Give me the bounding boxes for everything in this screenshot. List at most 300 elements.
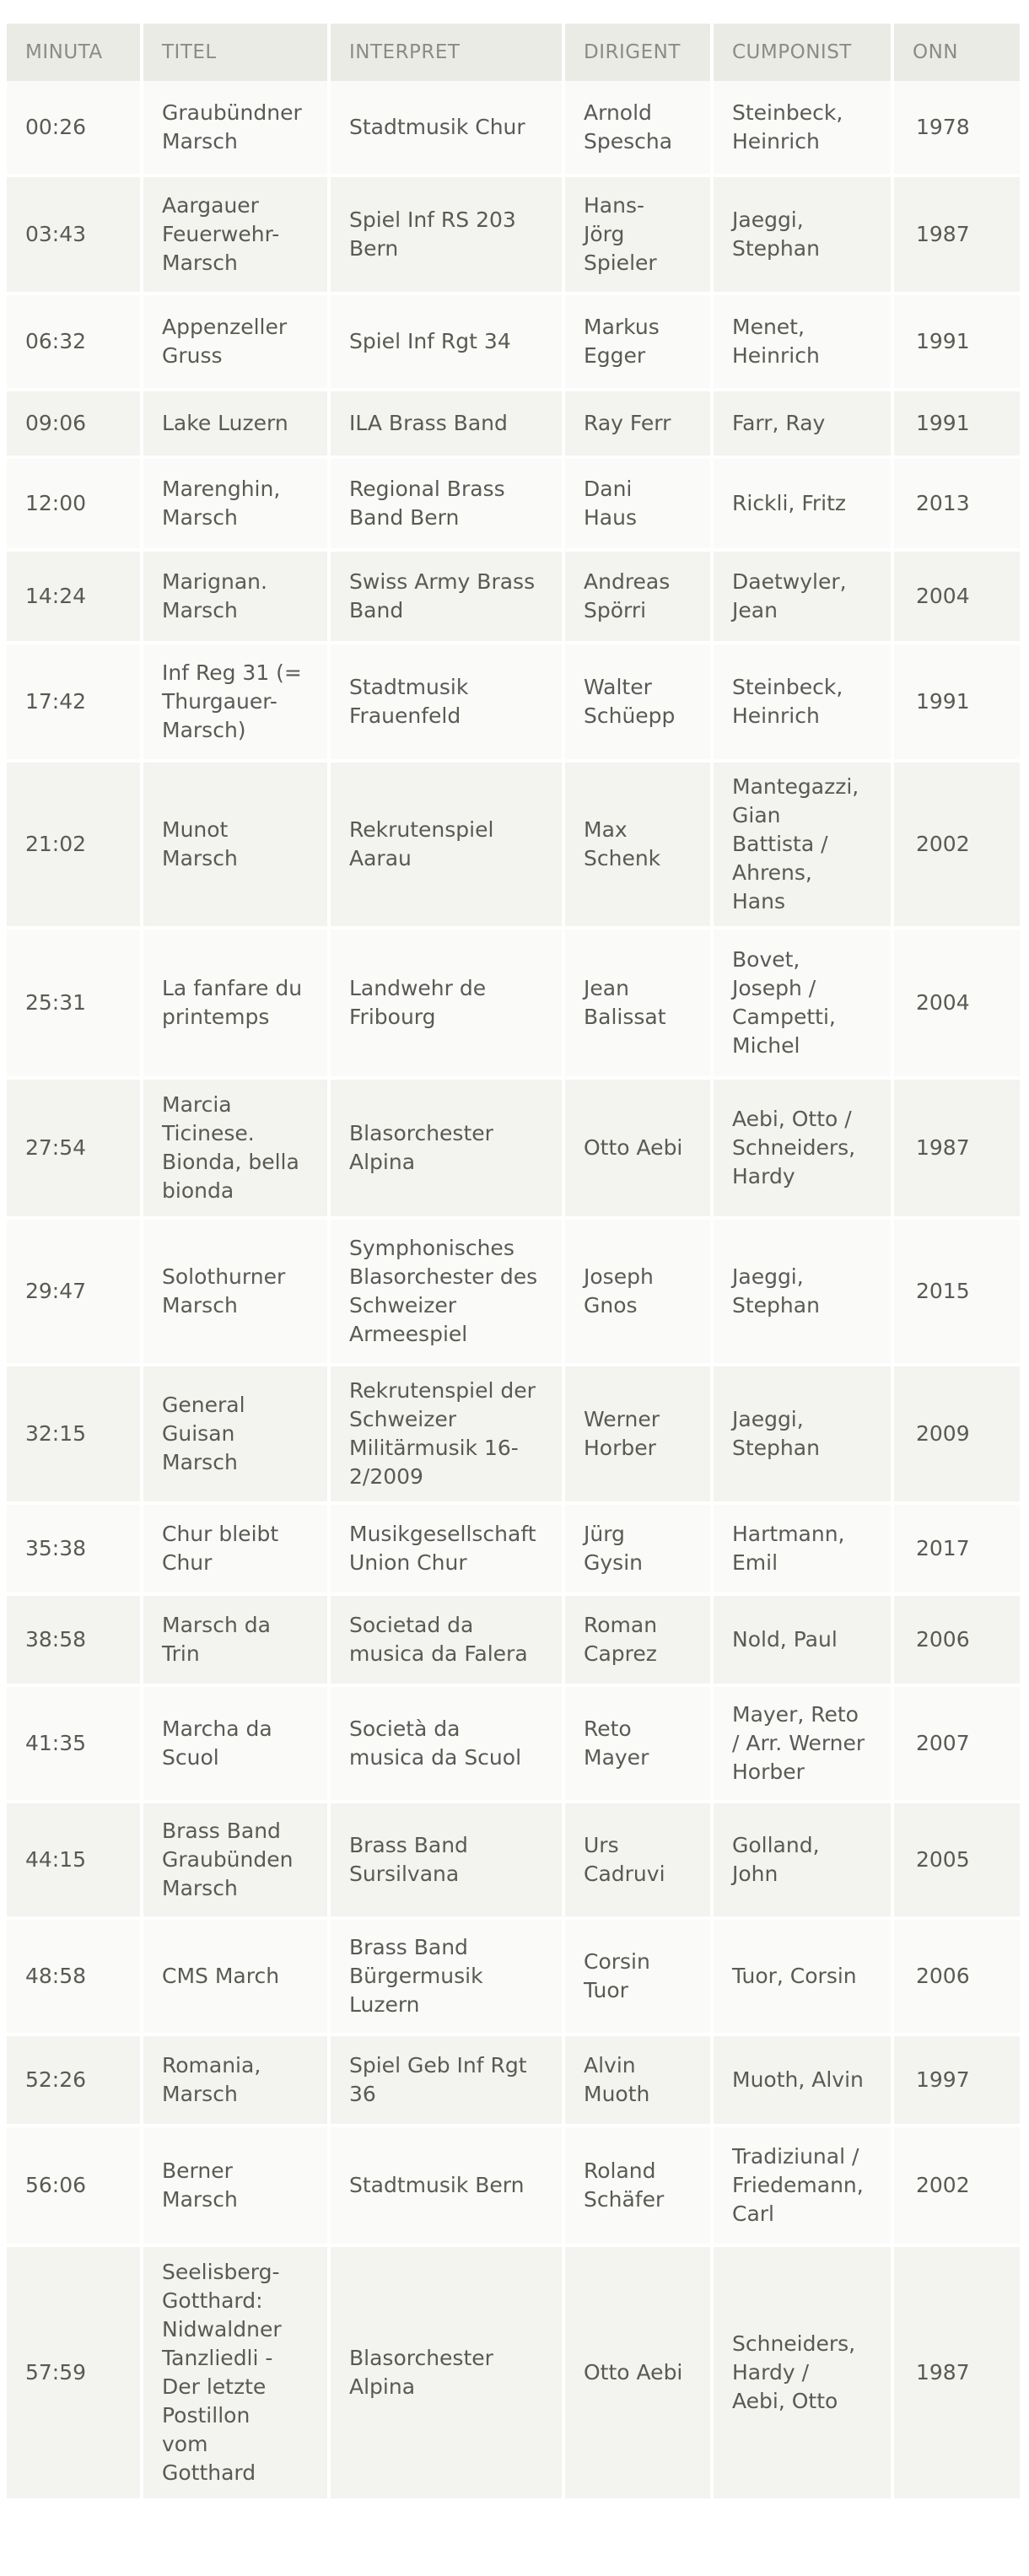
cell-titel xyxy=(140,930,327,1076)
cell-titel xyxy=(140,1366,327,1501)
cell-line: Michel xyxy=(732,1033,800,1058)
table-row xyxy=(7,455,1020,548)
cell-line: Inf Reg 31 (= xyxy=(162,660,302,685)
cell-line: Joseph / xyxy=(732,976,816,1000)
cell-titel xyxy=(140,2036,327,2124)
cell-line: Carl xyxy=(732,2201,774,2226)
cell-dirigent xyxy=(562,1080,710,1216)
cell-line: Marsch xyxy=(162,129,238,154)
cell-line: Urs xyxy=(584,1833,619,1857)
cell-dirigent xyxy=(562,2247,710,2498)
cell-minuta: 52:26 xyxy=(25,2067,87,2092)
cell-titel xyxy=(140,1687,327,1800)
cell-line: Marcia xyxy=(162,1092,232,1117)
cell-dirigent xyxy=(562,552,710,641)
cell-minuta: 12:00 xyxy=(25,491,87,515)
cell-line: Dani xyxy=(584,477,633,501)
cell-interpret xyxy=(327,459,562,548)
cell-line: Haus xyxy=(584,505,637,530)
cell-minuta: 14:24 xyxy=(25,584,87,608)
cell-interpret xyxy=(327,1505,562,1592)
header-titel: TITEL xyxy=(140,24,327,81)
cell-cumponist xyxy=(710,459,891,548)
cell-minuta: 57:59 xyxy=(25,2360,87,2385)
cell-onn: 1997 xyxy=(891,2036,1020,2124)
cell-line: Mayer, Reto xyxy=(732,1702,859,1727)
table-body xyxy=(7,81,1020,2498)
cell-dirigent xyxy=(562,1920,710,2033)
cell-line: Golland, xyxy=(732,1833,820,1857)
cell-line: Berner xyxy=(162,2158,233,2183)
cell-line: Emil xyxy=(732,1550,778,1575)
cell-line: Battista / xyxy=(732,832,828,856)
cell-line: Armeespiel xyxy=(349,1322,468,1346)
cell-minuta: 44:15 xyxy=(25,1847,87,1872)
cell-cumponist xyxy=(710,930,891,1076)
cell-line: Spiel Geb Inf Rgt xyxy=(349,2053,527,2078)
table-row xyxy=(7,2244,1020,2498)
cell-line: / Arr. Werner xyxy=(732,1731,865,1755)
cell-line: Regional Brass xyxy=(349,477,505,501)
cell-cumponist xyxy=(710,552,891,641)
cell-line: printemps xyxy=(162,1005,270,1029)
cell-line: Spörri xyxy=(584,598,647,622)
cell-interpret xyxy=(327,2247,562,2498)
cell-line: Nidwaldner xyxy=(162,2317,282,2342)
cell-line: Bionda, bella xyxy=(162,1150,299,1174)
cell-line: Spiel Inf RS 203 xyxy=(349,207,516,232)
cell-line: Blasorchester xyxy=(349,1121,493,1145)
cell-dirigent xyxy=(562,1505,710,1592)
cell-interpret xyxy=(327,1596,562,1684)
cell-onn: 2017 xyxy=(891,1505,1020,1592)
cell-line: Schüepp xyxy=(584,703,676,728)
cell-line: Swiss Army Brass xyxy=(349,569,536,594)
table-row xyxy=(7,548,1020,641)
cell-line: Friedemann, xyxy=(732,2173,864,2197)
table-row xyxy=(7,1592,1020,1684)
cell-line: Marsch xyxy=(162,1450,238,1474)
header-minuta: MINUTA xyxy=(25,41,103,63)
cell-line: Joseph xyxy=(584,1264,654,1289)
cell-onn: 2004 xyxy=(891,930,1020,1076)
cell-line: Otto Aebi xyxy=(584,1135,683,1160)
cell-line: Lake Luzern xyxy=(162,411,288,435)
cell-minuta: 25:31 xyxy=(25,990,87,1015)
cell-line: Marsch xyxy=(162,598,238,622)
cell-line: Marsch da xyxy=(162,1613,271,1637)
cell-line: Blasorchester xyxy=(349,2346,493,2370)
cell-cumponist xyxy=(710,2127,891,2244)
cell-dirigent xyxy=(562,391,710,455)
cell-line: Militärmusik 16- xyxy=(349,1436,519,1460)
cell-titel xyxy=(140,1803,327,1916)
cell-line: vom xyxy=(162,2432,208,2456)
table-row xyxy=(7,1916,1020,2033)
cell-onn: 1991 xyxy=(891,644,1020,759)
cell-line: Daetwyler, xyxy=(732,569,847,594)
cell-line: Gnos xyxy=(584,1293,638,1318)
cell-line: Band Bern xyxy=(349,505,460,530)
cell-line: Heinrich xyxy=(732,343,820,368)
cell-line: Nold, Paul xyxy=(732,1627,838,1652)
cell-cumponist xyxy=(710,2247,891,2498)
cell-minuta: 48:58 xyxy=(25,1964,87,1988)
cell-minuta: 38:58 xyxy=(25,1627,87,1652)
cell-titel xyxy=(140,177,327,292)
cell-line: Campetti, xyxy=(732,1005,836,1029)
cell-line: Marsch) xyxy=(162,718,246,742)
cell-line: Jürg xyxy=(584,1522,625,1546)
cell-line: Bürgermusik xyxy=(349,1964,483,1988)
cell-line: Marsch xyxy=(162,251,238,275)
cell-dirigent xyxy=(562,1803,710,1916)
cell-line: Hartmann, xyxy=(732,1522,845,1546)
header-dirigent: DIRIGENT xyxy=(562,24,710,81)
cell-line: Farr, Ray xyxy=(732,411,826,435)
cell-line: Jean xyxy=(732,598,778,622)
cell-cumponist xyxy=(710,391,891,455)
cell-titel xyxy=(140,2127,327,2244)
cell-line: Landwehr de xyxy=(349,976,487,1000)
cell-onn: 2002 xyxy=(891,763,1020,926)
cell-dirigent xyxy=(562,177,710,292)
cell-line: Scuol xyxy=(162,1745,219,1770)
cell-line: Schenk xyxy=(584,846,661,870)
cell-line: Egger xyxy=(584,343,646,368)
header-cumponist: CUMPONIST xyxy=(710,24,891,81)
cell-line: Guisan xyxy=(162,1421,235,1446)
cell-minuta: 09:06 xyxy=(25,411,87,435)
table-row xyxy=(7,641,1020,759)
cell-line: Aebi, Otto xyxy=(732,2389,838,2413)
table-row xyxy=(7,1216,1020,1363)
cell-line: Marsch xyxy=(162,2187,238,2212)
cell-line: Feuerwehr- xyxy=(162,222,280,246)
cell-line: Roman xyxy=(584,1613,658,1637)
cell-line: Schweizer xyxy=(349,1293,457,1318)
cell-line: ILA Brass Band xyxy=(349,411,508,435)
cell-interpret xyxy=(327,177,562,292)
cell-line: Jean xyxy=(584,976,629,1000)
cell-onn: 1987 xyxy=(891,177,1020,292)
cell-cumponist xyxy=(710,1080,891,1216)
cell-cumponist xyxy=(710,1505,891,1592)
cell-minuta: 56:06 xyxy=(25,2173,87,2197)
cell-line: Appenzeller xyxy=(162,315,288,339)
cell-minuta: 35:38 xyxy=(25,1536,87,1560)
cell-cumponist xyxy=(710,1687,891,1800)
cell-line: Societad da xyxy=(349,1613,474,1637)
cell-line: Stephan xyxy=(732,1436,820,1460)
cell-cumponist xyxy=(710,1220,891,1363)
cell-dirigent xyxy=(562,1366,710,1501)
cell-line: Mantegazzi, xyxy=(732,774,859,799)
cell-line: Spescha xyxy=(584,129,673,154)
cell-line: Roland xyxy=(584,2158,656,2183)
cell-cumponist xyxy=(710,295,891,388)
cell-onn: 2006 xyxy=(891,1920,1020,2033)
cell-onn: 2015 xyxy=(891,1220,1020,1363)
cell-line: Schweizer xyxy=(349,1407,457,1431)
playlist-table xyxy=(7,24,1020,2498)
cell-interpret xyxy=(327,1687,562,1800)
cell-line: Marsch xyxy=(162,1293,238,1318)
cell-line: Max xyxy=(584,817,628,842)
table-row xyxy=(7,174,1020,292)
cell-cumponist xyxy=(710,1920,891,2033)
cell-minuta: 06:32 xyxy=(25,329,87,353)
cell-line: Aarau xyxy=(349,846,412,870)
cell-line: Horber xyxy=(584,1436,656,1460)
cell-line: John xyxy=(732,1862,778,1886)
cell-line: Werner xyxy=(584,1407,660,1431)
cell-line: Jaeggi, xyxy=(732,1264,804,1289)
cell-interpret xyxy=(327,1220,562,1363)
cell-line: Stadtmusik xyxy=(349,675,469,699)
cell-line: Brass Band xyxy=(349,1833,468,1857)
cell-line: Der letzte xyxy=(162,2374,267,2399)
cell-cumponist xyxy=(710,1803,891,1916)
cell-onn: 1987 xyxy=(891,1080,1020,1216)
cell-line: Marsch xyxy=(162,846,238,870)
cell-line: Marsch xyxy=(162,505,238,530)
cell-line: Postillon xyxy=(162,2403,251,2428)
cell-dirigent xyxy=(562,2127,710,2244)
cell-cumponist xyxy=(710,81,891,174)
cell-line: musica da Falera xyxy=(349,1641,528,1666)
cell-line: Jörg xyxy=(584,222,625,246)
cell-line: Blasorchester des xyxy=(349,1264,538,1289)
cell-line: La fanfare du xyxy=(162,976,303,1000)
cell-line: Trin xyxy=(162,1641,200,1666)
cell-line: Tanzliedli - xyxy=(162,2346,273,2370)
cell-line: Chur bleibt xyxy=(162,1522,279,1546)
cell-onn: 2009 xyxy=(891,1366,1020,1501)
cell-dirigent xyxy=(562,1596,710,1684)
cell-dirigent xyxy=(562,644,710,759)
cell-interpret xyxy=(327,2036,562,2124)
cell-line: Munot xyxy=(162,817,229,842)
cell-titel xyxy=(140,763,327,926)
table-row xyxy=(7,81,1020,174)
cell-line: Fribourg xyxy=(349,1005,436,1029)
cell-line: Graubünden xyxy=(162,1847,294,1872)
cell-line: Frauenfeld xyxy=(349,703,461,728)
cell-onn: 2013 xyxy=(891,459,1020,548)
cell-line: Marsch xyxy=(162,2082,238,2106)
cell-titel xyxy=(140,81,327,174)
cell-line: Walter xyxy=(584,675,652,699)
cell-line: Romania, xyxy=(162,2053,261,2078)
cell-titel xyxy=(140,1920,327,2033)
cell-line: Band xyxy=(349,598,404,622)
cell-interpret xyxy=(327,295,562,388)
table-row xyxy=(7,1076,1020,1216)
cell-titel xyxy=(140,644,327,759)
cell-line: Otto Aebi xyxy=(584,2360,683,2385)
cell-interpret xyxy=(327,1803,562,1916)
cell-line: Markus xyxy=(584,315,660,339)
table-row xyxy=(7,292,1020,388)
cell-line: Gysin xyxy=(584,1550,643,1575)
cell-cumponist xyxy=(710,644,891,759)
cell-onn: 2006 xyxy=(891,1596,1020,1684)
cell-line: Gruss xyxy=(162,343,223,368)
cell-titel xyxy=(140,552,327,641)
cell-line: Marenghin, xyxy=(162,477,281,501)
cell-line: Heinrich xyxy=(732,129,820,154)
cell-onn: 1978 xyxy=(891,81,1020,174)
cell-line: Steinbeck, xyxy=(732,100,843,125)
cell-onn: 2007 xyxy=(891,1687,1020,1800)
cell-line: Spieler xyxy=(584,251,657,275)
cell-line: Ray Ferr xyxy=(584,411,671,435)
cell-line: Sursilvana xyxy=(349,1862,460,1886)
cell-cumponist xyxy=(710,1596,891,1684)
table-row xyxy=(7,1501,1020,1592)
cell-line: Ticinese. xyxy=(162,1121,255,1145)
cell-interpret xyxy=(327,1080,562,1216)
cell-titel xyxy=(140,1080,327,1216)
cell-line: Schneiders, xyxy=(732,2331,856,2356)
cell-line: Muoth, Alvin xyxy=(732,2067,864,2092)
cell-line: Società da xyxy=(349,1716,461,1741)
header-onn: ONN xyxy=(891,24,1020,81)
table-row xyxy=(7,388,1020,455)
cell-minuta: 41:35 xyxy=(25,1731,87,1755)
cell-onn: 1991 xyxy=(891,391,1020,455)
cell-line: Reto xyxy=(584,1716,632,1741)
cell-cumponist xyxy=(710,2036,891,2124)
cell-line: Jaeggi, xyxy=(732,1407,804,1431)
cell-line: Stephan xyxy=(732,236,820,261)
cell-dirigent xyxy=(562,1220,710,1363)
cell-titel xyxy=(140,2247,327,2498)
cell-minuta: 00:26 xyxy=(25,115,87,139)
cell-dirigent xyxy=(562,295,710,388)
cell-interpret xyxy=(327,1920,562,2033)
cell-line: Marsch xyxy=(162,1876,238,1900)
cell-line: Bovet, xyxy=(732,947,800,972)
cell-line: Menet, xyxy=(732,315,805,339)
cell-line: CMS March xyxy=(162,1964,280,1988)
cell-dirigent xyxy=(562,930,710,1076)
cell-interpret xyxy=(327,81,562,174)
cell-line: Cadruvi xyxy=(584,1862,665,1886)
cell-line: Ahrens, xyxy=(732,860,812,885)
cell-line: Musikgesellschaft xyxy=(349,1522,536,1546)
cell-line: 36 xyxy=(349,2082,376,2106)
cell-titel xyxy=(140,1505,327,1592)
table-row xyxy=(7,2124,1020,2244)
cell-line: Thurgauer- xyxy=(162,689,277,714)
cell-interpret xyxy=(327,391,562,455)
cell-line: Tradiziunal / xyxy=(732,2144,859,2169)
cell-line: bionda xyxy=(162,1178,234,1203)
cell-line: Arnold xyxy=(584,100,652,125)
cell-dirigent xyxy=(562,763,710,926)
cell-line: Luzern xyxy=(349,1992,420,2017)
table-row xyxy=(7,2033,1020,2124)
cell-line: Chur xyxy=(162,1550,213,1575)
cell-line: Bern xyxy=(349,236,399,261)
cell-line: Alpina xyxy=(349,2374,416,2399)
cell-dirigent xyxy=(562,2036,710,2124)
cell-line: Heinrich xyxy=(732,703,820,728)
table-row xyxy=(7,759,1020,926)
cell-line: Rekrutenspiel xyxy=(349,817,494,842)
cell-line: Rekrutenspiel der xyxy=(349,1378,536,1403)
cell-line: Rickli, Fritz xyxy=(732,491,847,515)
cell-interpret xyxy=(327,644,562,759)
cell-line: Schäfer xyxy=(584,2187,665,2212)
cell-dirigent xyxy=(562,1687,710,1800)
table-row xyxy=(7,1684,1020,1800)
cell-line: Union Chur xyxy=(349,1550,467,1575)
cell-minuta: 21:02 xyxy=(25,832,87,856)
cell-line: Aargauer xyxy=(162,193,259,218)
table-row xyxy=(7,926,1020,1076)
cell-line: Tuor xyxy=(584,1978,628,2002)
cell-line: Mayer xyxy=(584,1745,649,1770)
cell-line: Brass Band xyxy=(162,1819,281,1843)
cell-line: Graubündner xyxy=(162,100,302,125)
cell-line: Marignan. xyxy=(162,569,267,594)
cell-line: Seelisberg- xyxy=(162,2260,280,2284)
cell-titel xyxy=(140,1220,327,1363)
cell-onn: 2004 xyxy=(891,552,1020,641)
cell-onn: 2005 xyxy=(891,1803,1020,1916)
cell-dirigent xyxy=(562,81,710,174)
cell-onn: 2002 xyxy=(891,2127,1020,2244)
cell-minuta: 17:42 xyxy=(25,689,87,714)
cell-line: Jaeggi, xyxy=(732,207,804,232)
cell-line: Steinbeck, xyxy=(732,675,843,699)
cell-line: Corsin xyxy=(584,1949,650,1974)
cell-onn: 1991 xyxy=(891,295,1020,388)
cell-line: Hardy xyxy=(732,1164,795,1188)
cell-line: Balissat xyxy=(584,1005,666,1029)
cell-line: Marcha da xyxy=(162,1716,272,1741)
cell-cumponist xyxy=(710,1366,891,1501)
cell-interpret xyxy=(327,552,562,641)
table-header xyxy=(7,24,1020,81)
cell-line: Solothurner xyxy=(162,1264,286,1289)
cell-cumponist xyxy=(710,177,891,292)
cell-line: Tuor, Corsin xyxy=(732,1964,857,1988)
table-row xyxy=(7,1800,1020,1916)
cell-line: 2/2009 xyxy=(349,1464,423,1489)
table-row xyxy=(7,1363,1020,1501)
cell-line: Andreas xyxy=(584,569,671,594)
cell-line: Symphonisches xyxy=(349,1236,514,1260)
cell-line: Horber xyxy=(732,1760,805,1784)
cell-line: Stephan xyxy=(732,1293,820,1318)
cell-line: Hardy / xyxy=(732,2360,809,2385)
cell-titel xyxy=(140,459,327,548)
cell-line: Alvin xyxy=(584,2053,636,2078)
cell-interpret xyxy=(327,763,562,926)
cell-minuta: 32:15 xyxy=(25,1421,87,1446)
cell-line: Gotthard xyxy=(162,2460,256,2485)
cell-minuta: 03:43 xyxy=(25,222,87,246)
cell-line: Schneiders, xyxy=(732,1135,856,1160)
cell-titel xyxy=(140,1596,327,1684)
cell-line: Hans- xyxy=(584,193,645,218)
cell-line: Aebi, Otto / xyxy=(732,1107,852,1131)
cell-dirigent xyxy=(562,459,710,548)
